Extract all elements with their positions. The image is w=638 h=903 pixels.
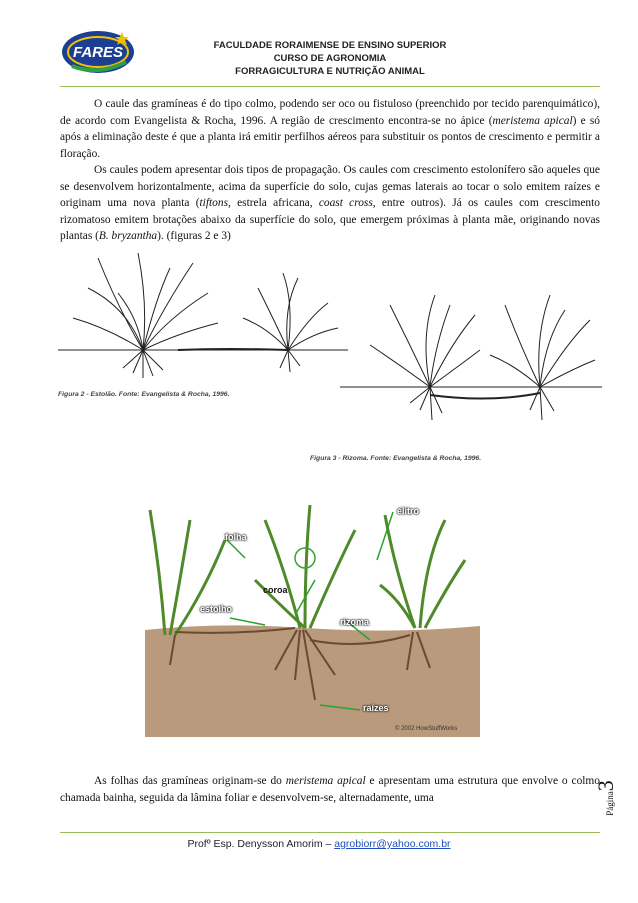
page-number-value: 3 bbox=[592, 780, 618, 792]
label-folha: folha bbox=[225, 532, 247, 542]
figure-rhizome-drawing bbox=[340, 285, 602, 435]
page-label: Página bbox=[604, 791, 615, 816]
label-estolho: estolho bbox=[200, 604, 233, 614]
label-rizoma: rizoma bbox=[340, 617, 370, 627]
grass-structure-photo bbox=[145, 500, 480, 737]
institution-header bbox=[150, 39, 510, 78]
header-rule bbox=[60, 86, 600, 87]
footer-rule bbox=[60, 832, 600, 833]
label-coroa: coroa bbox=[263, 585, 288, 595]
page-number bbox=[592, 775, 636, 816]
photo-credit: © 2002 HowStuffWorks bbox=[395, 726, 458, 732]
label-raizes: raízes bbox=[363, 703, 389, 713]
label-elitro: élitro bbox=[397, 506, 420, 516]
footer-email-link[interactable]: agrobiorr@yahoo.com.br bbox=[334, 838, 451, 850]
footer bbox=[0, 838, 638, 850]
figure2-caption: Figura 2 - Estolão. Fonte: Evangelista & Rocha, 1996. bbox=[58, 391, 230, 398]
course-name: CURSO DE AGRONOMIA bbox=[273, 53, 387, 64]
footer-author: Profº Esp. Denysson Amorim – bbox=[187, 838, 335, 850]
subject-name: FORRAGICULTURA E NUTRIÇÃO ANIMAL bbox=[235, 66, 425, 77]
paragraph-leaves: As folhas das gramíneas originam-se do meristema apical e apresentam uma estrutura que envolve o colmo chamada bainha, seguida da lâmina foliar e desenvolvem-se, alternadamente, uma bbox=[60, 775, 600, 804]
figure3-caption: Figura 3 - Rizoma. Fonte: Evangelista & Rocha, 1996. bbox=[310, 455, 482, 462]
figure-stolon-drawing bbox=[58, 248, 348, 388]
paragraph-propagation: Os caules podem apresentar dois tipos de propagação. Os caules com crescimento estolonífero são aqueles que se desenvolvem horizontalmente, acima da superfície do solo, cujas gemas laterais ao tocar o solo emitem raízes e originam uma nova planta (tiftons, estrela africana, coast cross, entre outros). Já os caules com crescimento rizomatoso emitem brotações abaixo da superfície do solo, que emergem próximas à planta mãe, originando novas plantas (B. bryzantha). (figuras 2 e 3) bbox=[60, 164, 600, 243]
grass-photo-illustration bbox=[145, 500, 480, 737]
fares-logo bbox=[60, 26, 140, 76]
institution-name: FACULDADE RORAIMENSE DE ENSINO SUPERIOR bbox=[213, 40, 447, 51]
paragraph-stem-type: O caule das gramíneas é do tipo colmo, podendo ser oco ou fistuloso (preenchido por tecido parenquimático), de acordo com Evangelista & Rocha, 1996. A região de crescimento encontra-se no ápice (meristema apical) e só após a eliminação deste é que a planta irá emitir perfilhos aéreos para substituir os pontos de crescimento e permitir a floração. bbox=[60, 98, 600, 160]
logo-text: FARES bbox=[72, 44, 124, 61]
